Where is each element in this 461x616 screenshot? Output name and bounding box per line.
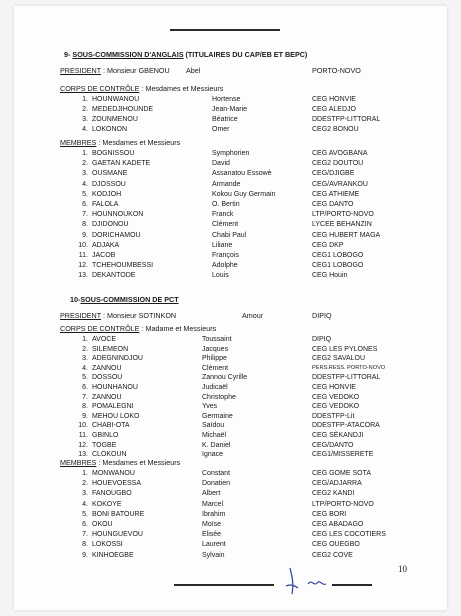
list-item	[14, 394, 447, 403]
list-item	[14, 232, 447, 241]
list-item	[14, 191, 447, 200]
person-surname: HOUNNOUKON	[92, 211, 144, 219]
person-surname: ZANNOU	[92, 364, 122, 372]
person-surname: ADJAKA	[92, 241, 120, 249]
list-item	[14, 403, 447, 412]
person-surname: KINHOEGBE	[92, 551, 134, 559]
list-item	[14, 181, 447, 190]
person-firstname: Ignace	[202, 451, 224, 459]
person-school: CEG2 KANDI	[312, 490, 355, 498]
list-item	[14, 365, 447, 374]
item-number: 9.	[82, 551, 88, 559]
s10-president-line: PRESIDENT : Monsieur SOTINKON	[60, 311, 177, 320]
person-surname: HOUEVOESSA	[92, 480, 142, 488]
person-firstname: Zannou Cyrille	[202, 374, 248, 382]
person-school: CEG ATHIEME	[312, 190, 360, 198]
person-surname: CHABI-OTA	[92, 422, 130, 430]
list-item	[14, 211, 447, 220]
item-number: 6.	[82, 384, 88, 391]
list-item	[14, 541, 447, 550]
s9-president-firstname: Abel	[186, 66, 201, 75]
item-number: 13.	[78, 451, 88, 459]
person-surname: FALOLA	[92, 201, 119, 208]
list-item	[14, 413, 447, 422]
person-surname: OUSMANE	[92, 170, 128, 178]
list-item	[14, 480, 447, 489]
person-firstname: Albert	[202, 490, 221, 498]
person-firstname: Elisée	[202, 531, 222, 539]
item-number: 9.	[82, 231, 88, 239]
page-number: 10	[398, 564, 407, 574]
item-number: 4.	[82, 364, 88, 372]
person-surname: LOKONON	[92, 126, 128, 133]
item-number: 12.	[78, 262, 88, 270]
person-school: CEG BORI	[312, 510, 347, 518]
person-surname: DJOSSOU	[92, 180, 126, 188]
person-surname: KODJOH	[92, 190, 122, 198]
list-item	[14, 470, 447, 479]
list-item	[14, 501, 447, 510]
person-firstname: Marcel	[202, 500, 224, 508]
person-school: CEG LES COCOTIERS	[312, 531, 386, 539]
person-surname: BONI BATOURE	[92, 510, 145, 518]
person-school: CEG ABADAGO	[312, 521, 364, 528]
list-item	[14, 126, 447, 135]
person-firstname: Symphorien	[212, 150, 250, 157]
item-number: 7.	[82, 531, 88, 539]
item-number: 9.	[82, 412, 88, 420]
person-school: LTP/PORTO-NOVO	[312, 211, 374, 219]
person-surname: LOKOSSI	[92, 541, 123, 549]
person-school: CEG DKP	[312, 241, 344, 249]
person-firstname: Christophe	[202, 393, 236, 401]
person-firstname: Jean-Marie	[212, 106, 248, 113]
person-school: CEG2 SAVALOU	[312, 355, 366, 363]
person-school: CEG LES PYLONES	[312, 345, 378, 353]
person-surname: DOSSOU	[92, 374, 123, 382]
person-surname: MEHOU LOKO	[92, 412, 140, 420]
item-number: 5.	[82, 374, 88, 382]
person-school: CEG ALEDJO	[312, 106, 356, 113]
list-item	[14, 96, 447, 105]
person-firstname: Moïse	[202, 521, 222, 528]
person-surname: ADEGNINDJOU	[92, 355, 143, 363]
person-school: CEG/DANTO	[312, 441, 354, 449]
person-firstname: Philippe	[202, 355, 227, 363]
person-firstname: Michaël	[202, 432, 227, 439]
person-firstname: Armande	[212, 180, 241, 188]
item-number: 1.	[82, 96, 88, 103]
person-surname: MONWANOU	[92, 470, 135, 477]
person-school: CEG2 COVE	[312, 551, 353, 559]
person-school: CEG1 LOBOGO	[312, 262, 364, 270]
item-number: 10.	[78, 241, 88, 249]
person-firstname: Toussaint	[202, 336, 232, 343]
person-school: CEG SÈKANDJI	[312, 432, 364, 439]
item-number: 3.	[82, 355, 88, 363]
person-school: CEG HONVIE	[312, 384, 356, 391]
person-school: DDESTFP-LITTORAL	[312, 374, 381, 382]
list-item	[14, 106, 447, 115]
item-number: 7.	[82, 393, 88, 401]
person-surname: AVOCE	[92, 336, 116, 343]
item-number: 4.	[82, 126, 88, 133]
item-number: 8.	[82, 403, 88, 411]
person-school: CEG/AVRANKOU	[312, 180, 368, 188]
list-item	[14, 442, 447, 451]
item-number: 3.	[82, 490, 88, 498]
bottom-divider-left	[174, 584, 274, 586]
list-item	[14, 552, 447, 561]
person-surname: DEKANTODE	[92, 272, 136, 280]
person-school: CEG HONVIE	[312, 96, 356, 103]
person-school: CEG/ADJARRA	[312, 480, 362, 488]
person-surname: JACOB	[92, 252, 116, 259]
item-number: 3.	[82, 116, 88, 123]
person-school: DDESTFP-Lit	[312, 412, 355, 420]
list-item	[14, 201, 447, 210]
person-surname: GAETAN KADETE	[92, 160, 151, 168]
list-item	[14, 521, 447, 530]
person-firstname: Judicaël	[202, 384, 228, 391]
person-school: LYCEE BEHANZIN	[312, 221, 372, 229]
item-number: 3.	[82, 170, 88, 178]
person-firstname: Hortense	[212, 96, 241, 103]
item-number: 8.	[82, 541, 88, 549]
list-item	[14, 422, 447, 431]
person-firstname: Yves	[202, 403, 218, 411]
list-item	[14, 170, 447, 179]
list-item	[14, 384, 447, 393]
person-surname: SILEMEON	[92, 345, 129, 353]
list-item	[14, 511, 447, 520]
person-school: CEG1 LOBOGO	[312, 252, 364, 259]
s9-corps-heading: CORPS DE CONTRÔLE : Mesdames et Messieurs	[60, 84, 224, 93]
list-item	[14, 490, 447, 499]
item-number: 2.	[82, 106, 88, 113]
s10-president-school: DIPIQ	[312, 311, 332, 320]
list-item	[14, 336, 447, 345]
person-firstname: O. Bertin	[212, 201, 240, 208]
person-school: CEG1/MISSERETE	[312, 451, 374, 459]
item-number: 10.	[78, 422, 88, 430]
signature-initials	[282, 566, 330, 596]
item-number: 2.	[82, 345, 88, 353]
person-firstname: Assanatou Essowè	[212, 170, 272, 178]
person-surname: GBINLO	[92, 432, 119, 439]
s9-president-line: PRESIDENT : Monsieur GBENOU	[60, 66, 170, 75]
list-item	[14, 355, 447, 364]
s10-president-firstname: Amour	[242, 311, 264, 320]
section-9-title: 9- SOUS-COMMISSION D'ANGLAIS (TITULAIRES DU CAP/EB ET BEPC)	[64, 50, 308, 59]
person-firstname: Saïdou	[202, 422, 225, 430]
person-firstname: Béatrice	[212, 116, 238, 123]
person-firstname: Constant	[202, 470, 231, 477]
person-surname: ZANNOU	[92, 393, 122, 401]
person-firstname: Liliane	[212, 241, 233, 249]
item-number: 6.	[82, 521, 88, 528]
person-school: CEG/DJIGBE	[312, 170, 355, 178]
list-item	[14, 252, 447, 261]
document-page	[14, 6, 447, 610]
item-number: 7.	[82, 211, 88, 219]
person-school: CEG AVOGBANA	[312, 150, 368, 157]
item-number: 8.	[82, 221, 88, 229]
list-item	[14, 262, 447, 271]
item-number: 1.	[82, 150, 88, 157]
person-school: CEG Houin	[312, 272, 348, 280]
person-surname: HOUNHANOU	[92, 384, 138, 391]
person-firstname: David	[212, 160, 230, 168]
item-number: 5.	[82, 510, 88, 518]
person-surname: MEDEDJIHOUNDE	[92, 106, 154, 113]
list-item	[14, 160, 447, 169]
person-firstname: Sylvain	[202, 551, 225, 559]
person-firstname: François	[212, 252, 239, 259]
person-firstname: Kokou Guy Germain	[212, 190, 276, 198]
person-surname: FANOUGBO	[92, 490, 132, 498]
person-surname: DJIDONOU	[92, 221, 129, 229]
person-surname: BOGNISSOU	[92, 150, 135, 157]
person-school: DIPIQ	[312, 336, 332, 343]
top-divider	[170, 29, 280, 31]
person-surname: DORICHAMOU	[92, 231, 141, 239]
person-school: PERS.RESS. PORTO-NOVO	[312, 364, 386, 371]
person-firstname: Louis	[212, 272, 229, 280]
item-number: 4.	[82, 180, 88, 188]
person-school: CEG GOME SOTA	[312, 470, 371, 477]
item-number: 1.	[82, 336, 88, 343]
person-firstname: Clément	[202, 364, 229, 372]
item-number: 2.	[82, 480, 88, 488]
s10-corps-heading: CORPS DE CONTRÔLE : Madame et Messieurs	[60, 324, 217, 333]
person-firstname: K. Daniel	[202, 441, 231, 449]
person-surname: TOGBE	[92, 441, 117, 449]
person-school: CEG2 DOUTOU	[312, 160, 364, 168]
person-firstname: Jacques	[202, 345, 229, 353]
item-number: 13.	[78, 272, 88, 280]
item-number: 4.	[82, 500, 88, 508]
list-item	[14, 272, 447, 281]
person-school: DDESTFP-ATACORA	[312, 422, 380, 430]
item-number: 11.	[78, 432, 88, 439]
s9-membres-heading: MEMBRES : Mesdames et Messieurs	[60, 138, 181, 147]
person-firstname: Franck	[212, 211, 234, 219]
item-number: 5.	[82, 190, 88, 198]
item-number: 11.	[78, 252, 88, 259]
person-surname: TCHEHOUMBESSI	[92, 262, 154, 270]
person-surname: POMALEGNI	[92, 403, 134, 411]
list-item	[14, 531, 447, 540]
person-firstname: Adolphe	[212, 262, 238, 270]
list-item	[14, 116, 447, 125]
person-school: LTP/PORTO-NOVO	[312, 500, 374, 508]
list-item	[14, 432, 447, 441]
item-number: 12.	[78, 441, 88, 449]
person-surname: HOUNWANOU	[92, 96, 140, 103]
person-school: CEG VEDOKO	[312, 393, 360, 401]
bottom-divider-right	[332, 584, 372, 586]
person-surname: HOUNGUEVOU	[92, 531, 143, 539]
person-surname: CLOKOUN	[92, 451, 127, 459]
item-number: 2.	[82, 160, 88, 168]
person-firstname: Donatien	[202, 480, 231, 488]
list-item	[14, 150, 447, 159]
person-firstname: Ibrahim	[202, 510, 226, 518]
person-firstname: Omer	[212, 126, 230, 133]
person-school: CEG VEDOKO	[312, 403, 360, 411]
person-surname: KOKOYE	[92, 500, 122, 508]
list-item	[14, 346, 447, 355]
s9-president-school: PORTO-NOVO	[312, 66, 361, 75]
list-item	[14, 374, 447, 383]
person-firstname: Clément	[212, 221, 239, 229]
section-10-title: 10-SOUS-COMMISSION DE PCT	[70, 295, 179, 304]
person-school: CEG HUBERT MAGA	[312, 231, 381, 239]
person-surname: ZOUNMENOU	[92, 116, 138, 123]
person-firstname: Germaine	[202, 412, 233, 420]
list-item	[14, 221, 447, 230]
list-item	[14, 242, 447, 251]
person-school: CEG DANTO	[312, 201, 354, 208]
person-school: DDESTFP-LITTORAL	[312, 116, 381, 123]
person-firstname: Laurent	[202, 541, 226, 549]
person-school: CEG OUEGBO	[312, 541, 360, 549]
item-number: 1.	[82, 470, 88, 477]
s10-membres-heading: MEMBRES : Mesdames et Messieurs	[60, 458, 181, 467]
item-number: 6.	[82, 201, 88, 208]
person-surname: OKOU	[92, 521, 113, 528]
person-firstname: Chabi Paul	[212, 231, 247, 239]
person-school: CEG2 BONOU	[312, 126, 359, 133]
